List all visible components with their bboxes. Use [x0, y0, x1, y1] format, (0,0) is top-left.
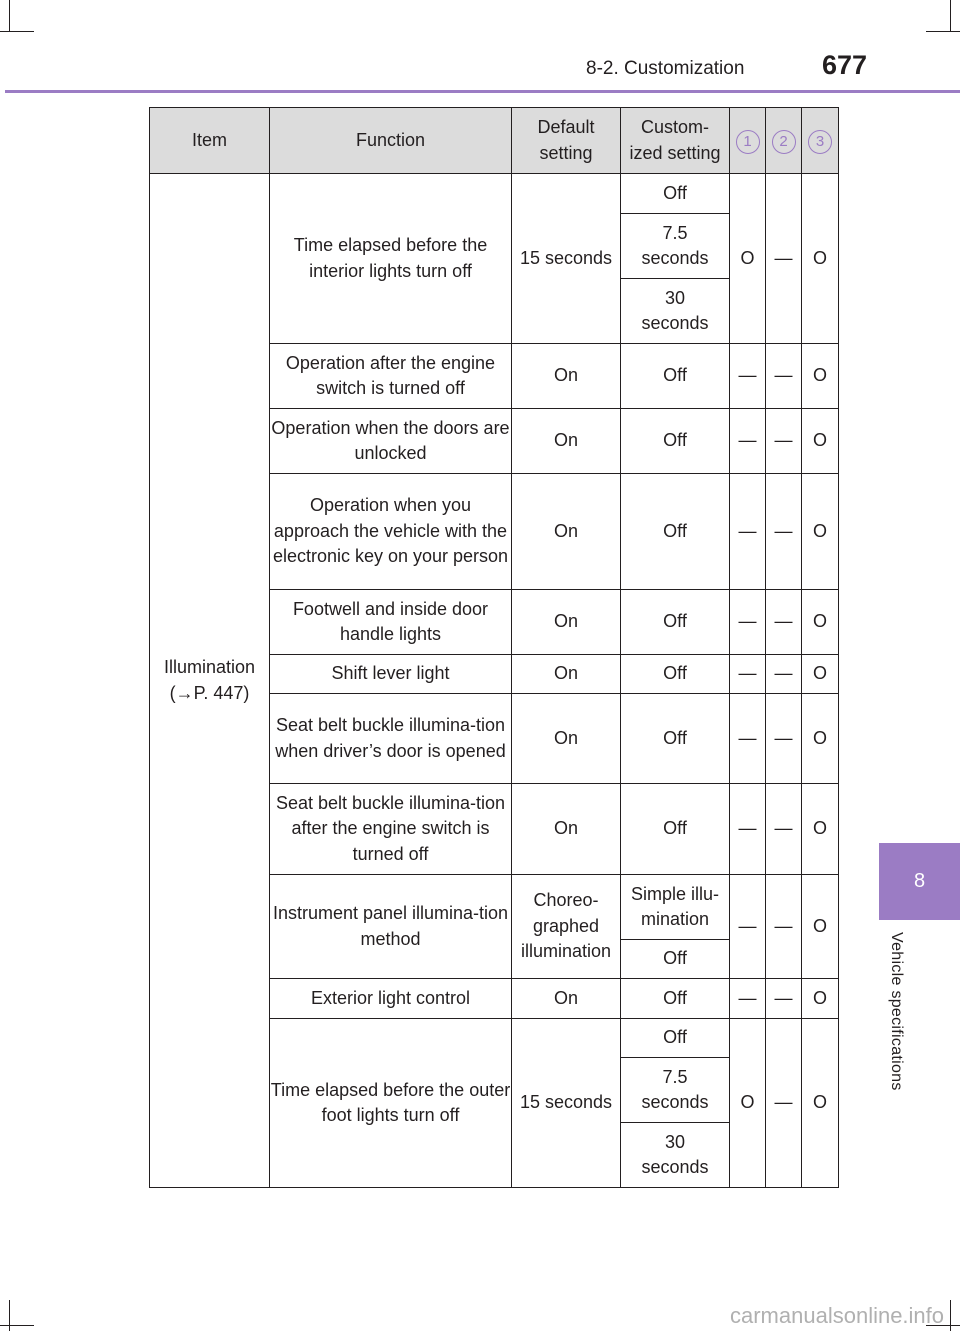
col1-cell: — — [730, 875, 766, 979]
section-title: 8-2. Customization — [586, 58, 745, 79]
default-cell: On — [512, 979, 621, 1019]
circled-number-1: 1 — [736, 130, 760, 154]
custom-cell: Off — [621, 409, 730, 474]
col1-cell: O — [730, 1019, 766, 1188]
table-header-row — [150, 108, 839, 174]
default-cell: On — [512, 655, 621, 694]
header-col-2 — [766, 108, 802, 174]
col2-cell: — — [766, 174, 802, 344]
custom-cell: Off — [621, 694, 730, 784]
item-label: Illumination — [163, 657, 256, 677]
crop-mark — [0, 31, 34, 32]
col3-cell: O — [802, 409, 839, 474]
col2-cell: — — [766, 979, 802, 1019]
header-function: Function — [270, 108, 512, 174]
page-number: 677 — [822, 50, 868, 80]
crop-mark — [950, 0, 951, 32]
default-cell: On — [512, 474, 621, 590]
circled-number-2: 2 — [772, 130, 796, 154]
default-cell: On — [512, 784, 621, 875]
col2-cell: — — [766, 344, 802, 409]
header-col-3 — [802, 108, 839, 174]
watermark: carmanualsonline.info — [730, 1303, 945, 1328]
col2-cell: — — [766, 1019, 802, 1188]
chapter-number: 8 — [913, 870, 926, 892]
col3-cell: O — [802, 979, 839, 1019]
default-cell: On — [512, 590, 621, 655]
col1-cell: — — [730, 409, 766, 474]
col1-cell: — — [730, 979, 766, 1019]
function-cell: Instrument panel illumina-tion method — [270, 875, 512, 979]
col3-cell: O — [802, 474, 839, 590]
default-cell: 15 seconds — [512, 1019, 621, 1188]
col1-cell: — — [730, 474, 766, 590]
custom-cell: Off — [621, 590, 730, 655]
function-cell: Footwell and inside door handle lights — [270, 590, 512, 655]
col1-cell: — — [730, 694, 766, 784]
crop-mark — [0, 1325, 34, 1326]
col2-cell: — — [766, 694, 802, 784]
table-row — [150, 174, 839, 214]
option-cell: Off — [621, 940, 730, 979]
header-col-1 — [730, 108, 766, 174]
col3-cell: O — [802, 174, 839, 344]
function-cell: Operation when the doors are unlocked — [270, 409, 512, 474]
col3-cell: O — [802, 1019, 839, 1188]
crop-mark — [926, 31, 960, 32]
col3-cell: O — [802, 875, 839, 979]
option-cell: Off — [621, 174, 730, 214]
item-cell — [150, 174, 270, 1188]
option-cell: Off — [621, 1019, 730, 1058]
function-cell: Time elapsed before the interior lights turn off — [270, 174, 512, 344]
function-cell: Seat belt buckle illumina-tion after the engine switch is turned off — [270, 784, 512, 875]
header-customized-setting: Custom-ized setting — [621, 108, 730, 174]
custom-cell: Off — [621, 979, 730, 1019]
custom-cell: Off — [621, 784, 730, 875]
col2-cell: — — [766, 875, 802, 979]
col1-cell: — — [730, 590, 766, 655]
chapter-label: Vehicle specifications — [888, 932, 905, 1091]
col2-cell: — — [766, 590, 802, 655]
function-cell: Operation when you approach the vehicle with the electronic key on your person — [270, 474, 512, 590]
default-cell: Choreo-graphed illumination — [512, 875, 621, 979]
default-cell: On — [512, 409, 621, 474]
crop-mark — [9, 0, 10, 32]
custom-cell: Off — [621, 655, 730, 694]
col2-cell: — — [766, 474, 802, 590]
option-cell: 7.5 seconds — [621, 1058, 730, 1123]
option-cell: Simple illu-mination — [621, 875, 730, 940]
default-cell: 15 seconds — [512, 174, 621, 344]
col3-cell: O — [802, 694, 839, 784]
crop-mark — [9, 1300, 10, 1331]
col1-cell: O — [730, 174, 766, 344]
default-cell: On — [512, 694, 621, 784]
default-cell: On — [512, 344, 621, 409]
option-cell: 30 seconds — [621, 279, 730, 344]
custom-cell: Off — [621, 474, 730, 590]
option-cell: 30 seconds — [621, 1123, 730, 1188]
chapter-tab[interactable] — [879, 843, 960, 920]
item-page-reference[interactable]: (→P. 447) — [169, 682, 250, 703]
custom-cell: Off — [621, 344, 730, 409]
col2-cell: — — [766, 784, 802, 875]
crop-mark — [950, 1300, 951, 1331]
function-cell: Exterior light control — [270, 979, 512, 1019]
col1-cell: — — [730, 784, 766, 875]
function-cell: Seat belt buckle illumina-tion when driver’s door is opened — [270, 694, 512, 784]
col3-cell: O — [802, 784, 839, 875]
col3-cell: O — [802, 590, 839, 655]
header-item: Item — [150, 108, 270, 174]
col3-cell: O — [802, 655, 839, 694]
col1-cell: — — [730, 344, 766, 409]
col2-cell: — — [766, 409, 802, 474]
customization-table — [149, 107, 839, 1188]
col1-cell: — — [730, 655, 766, 694]
header-divider — [5, 90, 960, 93]
circled-number-3: 3 — [808, 130, 832, 154]
col2-cell: — — [766, 655, 802, 694]
header-default-setting: Default setting — [512, 108, 621, 174]
col3-cell: O — [802, 344, 839, 409]
function-cell: Shift lever light — [270, 655, 512, 694]
function-cell: Operation after the engine switch is turned off — [270, 344, 512, 409]
option-cell: 7.5 seconds — [621, 214, 730, 279]
function-cell: Time elapsed before the outer foot lights turn off — [270, 1019, 512, 1188]
